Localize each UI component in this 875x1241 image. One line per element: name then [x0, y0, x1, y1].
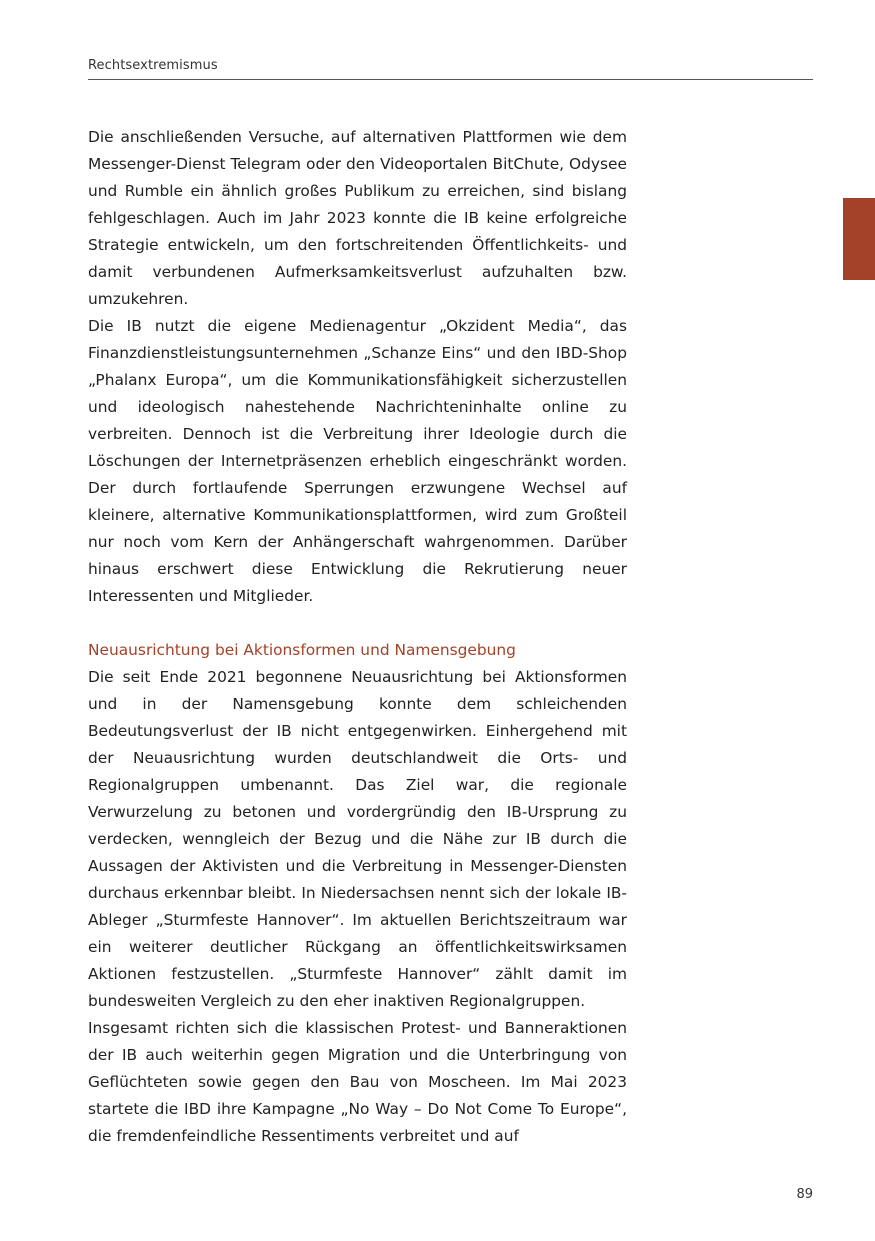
page-number: 89: [796, 1187, 813, 1202]
paragraph-spacer: [88, 610, 627, 637]
main-text: [88, 124, 627, 1150]
chapter-tab-marker: [843, 198, 875, 280]
running-title: Rechtsextremismus: [88, 58, 218, 73]
paragraph: Die seit Ende 2021 begonnene Neuausrichtung bei Aktionsformen und in der Namensgebung konnte dem schleichenden Bedeutungsverlust der IB nicht entgegenwirken. Einhergehend mit der Neuausrichtung wurden deutschlandweit die Orts- und Regionalgruppen umbenannt. Das Ziel war, die regionale Verwurzelung zu betonen und vordergründig den IB-Ursprung zu verdecken, wenngleich der Bezug und die Nähe zur IB durch die Aussagen der Aktivisten und die Verbreitung in Messenger-Diensten durchaus erkennbar bleibt. In Niedersachsen nennt sich der lokale IB-Ableger „Sturmfeste Hannover“. Im aktuellen Berichtszeitraum war ein weiterer deutlicher Rückgang an öffentlichkeitswirksamen Aktionen festzustellen. „Sturmfeste Hannover“ zählt damit im bundesweiten Vergleich zu den eher inaktiven Regionalgruppen.: [88, 668, 627, 1010]
paragraph: Die IB nutzt die eigene Medienagentur „Okzident Media“, das Finanzdienstleistungsunternehmen „Schanze Eins“ und den IBD-Shop „Phalanx Europa“, um die Kommunikationsfähigkeit sicherzustellen und ideologisch nahestehende Nachrichteninhalte online zu verbreiten. Dennoch ist die Verbreitung ihrer Ideologie durch die Löschungen der Internetpräsenzen erheblich eingeschränkt worden. Der durch fortlaufende Sperrungen erzwungene Wechsel auf kleinere, alternative Kommunikationsplattformen, wird zum Großteil nur noch vom Kern der Anhängerschaft wahrgenommen. Darüber hinaus erschwert diese Entwicklung die Rekrutierung neuer Interessenten und Mitglieder.: [88, 317, 627, 605]
paragraph: Insgesamt richten sich die klassischen Protest- und Banneraktionen der IB auch weiterhin gegen Migration und die Unterbringung von Geflüchteten sowie gegen den Bau von Moscheen. Im Mai 2023 startete die IBD ihre Kampagne „No Way – Do Not Come To Europe“, die fremdenfeindliche Ressentiments verbreitet und auf: [88, 1019, 627, 1145]
header-rule: [88, 79, 813, 80]
paragraph: Die anschließenden Versuche, auf alternativen Plattformen wie dem Messenger-Dienst Telegram oder den Videoportalen BitChute, Odysee und Rumble ein ähnlich großes Publikum zu erreichen, sind bislang fehlgeschlagen. Auch im Jahr 2023 konnte die IB keine erfolgreiche Strategie entwickeln, um den fortschreitenden Öffentlichkeits- und damit verbundenen Aufmerksamkeitsverlust aufzuhalten bzw. umzukehren.: [88, 128, 627, 308]
section-heading: Neuausrichtung bei Aktionsformen und Namensgebung: [88, 641, 516, 659]
